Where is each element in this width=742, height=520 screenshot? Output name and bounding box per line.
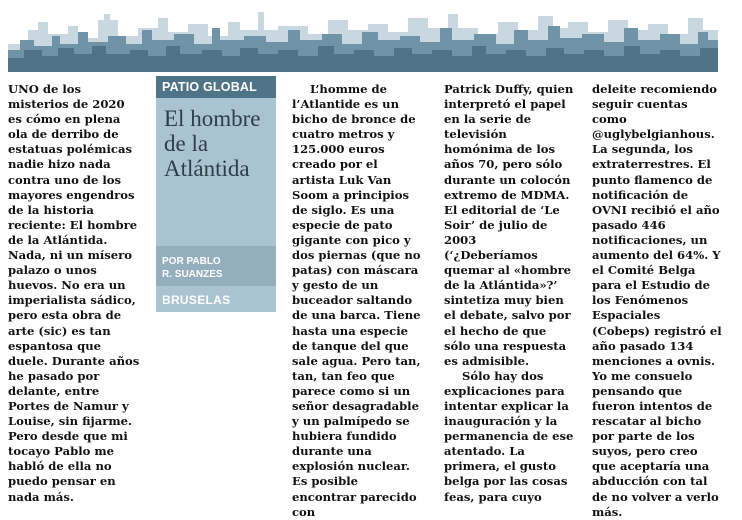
- paragraph: Sólo hay dos explicaciones para intentar explicar la inauguración y la permanencia de ese atentado. La primera, el gusto belga por las cosas feas, para cuyo: [444, 368, 574, 504]
- article-column-1: [8, 82, 142, 505]
- section-label: PATIO GLOBAL: [156, 76, 276, 98]
- headline: El hombre de la Atlántida: [164, 106, 261, 181]
- article-column-3: [444, 82, 574, 505]
- skyline-banner: [8, 0, 718, 72]
- paragraph: UNO de los misterios de 2020 es cómo en plena ola de derribo de estatuas polémicas nadie hizo nada contra uno de los mayores engendros de la historia reciente: El hombre de la Atlántida. Nada, ni un mísero palazo o unos huevos. No era un imperialista sádico, pero esta obra de arte (sic) es tan espantosa que duele. Durante años he pasado por delante, entre Portes de Namur y Louise, sin fijarme. Pero desde que mi tocayo Pablo me habló de ella no puedo pensar en nada más.: [8, 82, 140, 504]
- article-column-2: [292, 82, 424, 520]
- paragraph: L’homme de l’Atlantide es un bicho de bronce de cuatro metros y 125.000 euros creado por el artista Luk Van Soom a principios de siglo. Es una especie de pato gigante con pico y dos piernas (que no patas) con máscara y gesto de un buceador saltando de una barca. Tiene hasta una especie de tanque del que sale agua. Pero tan, tan, tan feo que parece como si un señor desagradable y un palmípedo se hubiera fundido durante una explosión nuclear. Es posible encontrar parecido con: [292, 82, 421, 519]
- byline-line: POR PABLO: [162, 256, 221, 267]
- byline-line: R. SUANZES: [162, 269, 223, 280]
- dateline-city: BRUSELAS: [156, 288, 276, 312]
- byline: [156, 246, 276, 286]
- paragraph: Patrick Duffy, quien interpretó el papel en la serie de televisión homónima de los años 70, pero sólo durante un colocón extremo de MDMA. El editorial de ‘Le Soir’ de julio de 2003 (‘¿Deberíamos quemar al «hombre de la Atlántida»?’ sintetiza muy bien el debate, salvo por el hecho de que sólo una respuesta es admisible.: [444, 82, 574, 368]
- headline-box: [156, 76, 276, 312]
- article-column-4: [592, 82, 722, 520]
- paragraph: deleite recomiendo seguir cuentas como @uglybelgianhous. La segunda, los extraterrestres. El punto flamenco de notificación de OVNI recibió el año pasado 446 notificaciones, un aumento del 64%. Y el Comité Belga para el Estudio de los Fenómenos Espaciales (Cobeps) registró el año pasado 134 menciones a ovnis. Yo me consuelo pensando que fueron intentos de rescatar al bicho por parte de los suyos, pero creo que aceptaría una abducción con tal de no volver a verlo más.: [592, 82, 722, 519]
